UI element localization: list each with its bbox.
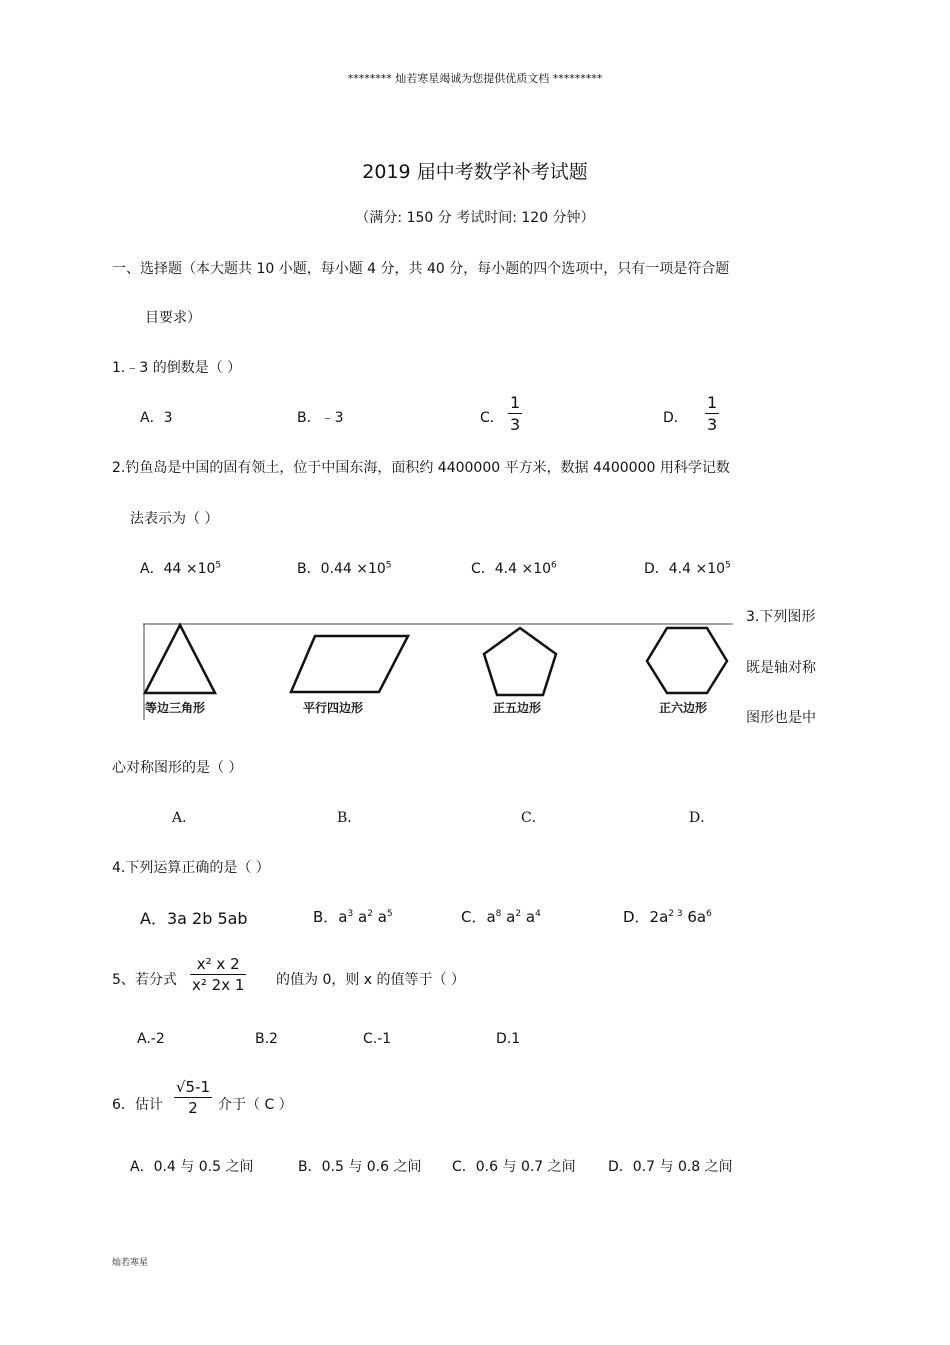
q6-numerator: √5-1 [176, 1078, 211, 1096]
label-pentagon: 正五边形 [493, 701, 542, 715]
q5-stem-post: 的值为 0，则 x 的值等于（ ） [276, 972, 465, 988]
section1-instructions-cont: 目要求） [145, 310, 201, 326]
q4-stem: 4.下列运算正确的是（ ） [112, 860, 270, 876]
q4-option-b: B．$a^3$ $a^2$ $a^5$ [313, 908, 393, 926]
q3-stem-4: 心对称图形的是（ ） [112, 760, 243, 776]
q5-stem-pre: 5、若分式 [112, 972, 177, 988]
q3-stem-3: 图形也是中 [746, 710, 816, 726]
q4-option-d: D．$2a^{2 3}$ $6a^6$ [623, 908, 712, 926]
q2-option-a: A．$44 \times 10^5$ [140, 560, 222, 577]
q2-stem-cont: 法表示为（ ） [130, 511, 219, 527]
hexagon-shape [647, 628, 727, 693]
q6-stem-pre: 6．估计 [112, 1097, 163, 1113]
q3-option-d: D． [689, 810, 715, 826]
q1-option-b: B．﹣3 [297, 410, 344, 426]
q5-fraction [190, 955, 246, 994]
q5-option-d: D.1 [496, 1031, 521, 1047]
q6-denominator: 2 [188, 1099, 198, 1117]
label-hexagon: 正六边形 [659, 701, 708, 715]
q3-stem-1: 3.下列图形 [746, 609, 816, 625]
q6-option-b: B．0.5 与 0.6 之间 [298, 1159, 422, 1175]
q5-option-c: C.-1 [363, 1031, 392, 1047]
q6-fraction [174, 1078, 212, 1117]
q1-stem: 1.﹣3 的倒数是（ ） [112, 360, 242, 376]
q1-d-denominator: 3 [707, 415, 718, 434]
q1-option-c: C． [480, 410, 504, 426]
q3-option-c: C． [521, 810, 546, 826]
q1-c-denominator: 3 [510, 415, 521, 434]
exam-info: （满分: 150 分 考试时间: 120 分钟） [355, 210, 595, 226]
q1-d-numerator: 1 [707, 393, 718, 412]
q5-numerator: x² x 2 [196, 955, 240, 973]
q1-option-c-fraction [508, 393, 522, 434]
q5-option-a: A.-2 [137, 1031, 165, 1047]
q4-option-c: C．$a^8$ $a^2$ $a^4$ [461, 908, 541, 926]
q5-denominator: x² 2x 1 [192, 976, 245, 994]
q3-shapes-figure [143, 622, 733, 722]
q1-c-numerator: 1 [510, 393, 521, 412]
parallelogram-shape [291, 636, 408, 692]
q1-option-d: D． [663, 410, 688, 426]
q4-option-a: A．3a 2b 5ab [140, 909, 248, 928]
q1-option-a: A．3 [140, 410, 173, 426]
q1-option-d-fraction [705, 393, 719, 434]
q6-stem-post: 介于（ C ） [218, 1097, 293, 1113]
q6-option-d: D．0.7 与 0.8 之间 [608, 1159, 733, 1175]
section1-instructions: 一、选择题（本大题共 10 小题，每小题 4 分，共 40 分，每小题的四个选项中，只有一项是符合题 [112, 261, 730, 277]
q2-option-b: B．$0.44 \times 10^5$ [297, 560, 392, 577]
q5-option-b: B.2 [255, 1031, 278, 1047]
q2-option-c: C．$4.4 \times 10^6$ [471, 560, 557, 577]
q3-stem-2: 既是轴对称 [746, 660, 816, 676]
equilateral-triangle-shape [145, 625, 215, 693]
q3-option-b: B． [337, 810, 362, 826]
label-equilateral-triangle: 等边三角形 [145, 701, 206, 715]
q6-option-c: C．0.6 与 0.7 之间 [452, 1159, 576, 1175]
pentagon-shape [484, 628, 556, 695]
label-parallelogram: 平行四边形 [303, 701, 364, 715]
page-header: ******** 灿若寒星竭诚为您提供优质文档 ********* [347, 72, 603, 85]
q2-stem: 2.钓鱼岛是中国的固有领土，位于中国东海，面积约 4400000 平方米，数据 4400000 用科学记数 [112, 460, 730, 476]
q6-option-a: A．0.4 与 0.5 之间 [130, 1159, 254, 1175]
page-footer: 灿若寒星 [112, 1258, 149, 1268]
q2-option-d: D．$4.4 \times 10^5$ [644, 560, 731, 577]
page-title: 2019 届中考数学补考试题 [362, 161, 588, 183]
q3-option-a: A． [172, 810, 197, 826]
